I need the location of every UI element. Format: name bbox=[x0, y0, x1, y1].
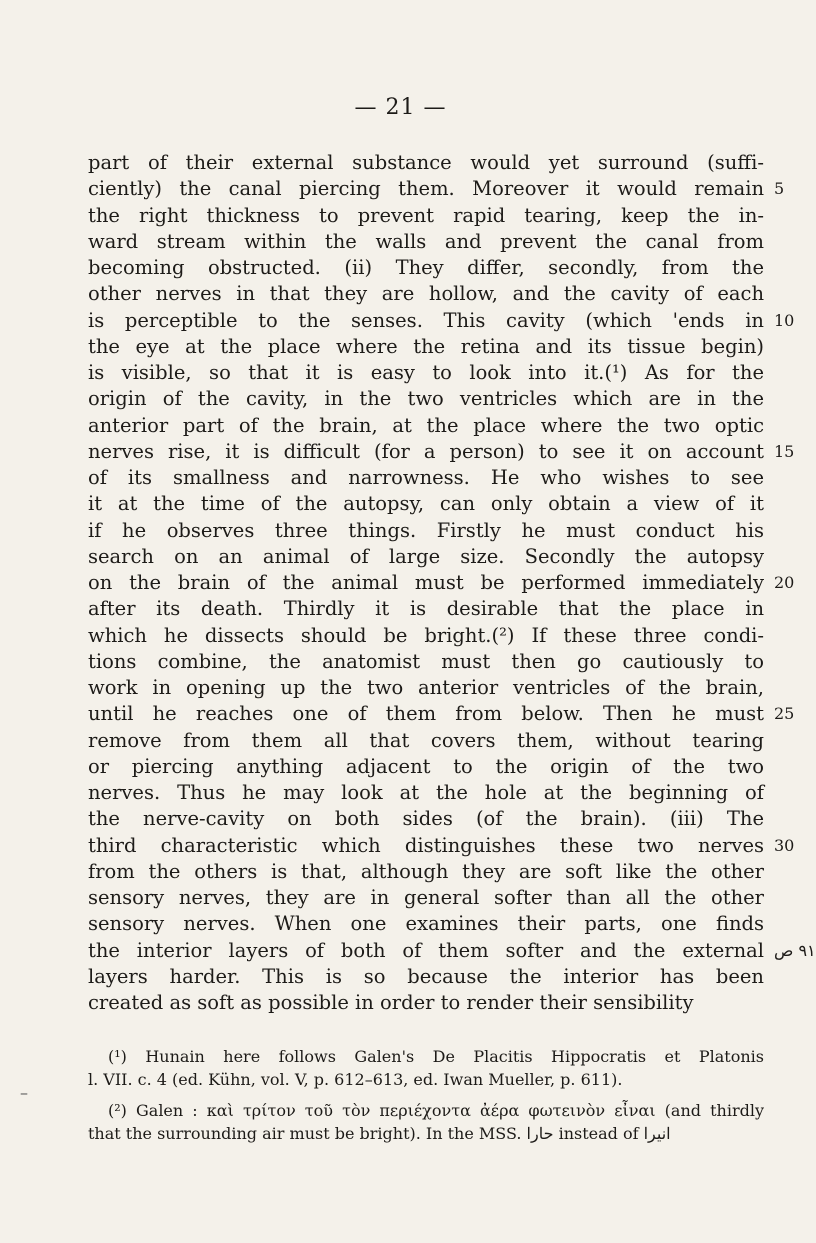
line-number: 15 bbox=[774, 441, 795, 461]
line-text: after its death. Thirdly it is desirable that the place in bbox=[88, 597, 764, 621]
text-line bbox=[88, 413, 764, 439]
text-line bbox=[88, 544, 764, 570]
line-text: work in opening up the two anterior ventricles of the brain, bbox=[88, 676, 764, 699]
text-line bbox=[88, 990, 764, 1016]
text-line bbox=[88, 754, 764, 780]
line-text: ward stream within the walls and prevent the canal from bbox=[88, 229, 764, 253]
text-line bbox=[88, 780, 764, 806]
footnote-line: that the surrounding air must be bright). In the MSS. حارا instead of انيرا bbox=[88, 1124, 671, 1143]
line-text: layers harder. This is so because the interior has been bbox=[88, 964, 764, 988]
text-line bbox=[88, 176, 785, 202]
line-text: or piercing anything adjacent to the origin of the two bbox=[88, 754, 764, 778]
text-line bbox=[88, 728, 764, 754]
body-text bbox=[88, 150, 816, 1016]
text-line bbox=[88, 701, 795, 727]
line-text: on the brain of the animal must be performed immediately bbox=[88, 571, 764, 594]
footnote-line: (²) Galen : καὶ τρίτον τοῦ τὸν περιέχοντα ἀέρα φωτεινὸν εἶναι (and thirdly bbox=[108, 1101, 764, 1120]
line-text: of its smallness and narrowness. He who wishes to see bbox=[88, 466, 764, 489]
line-text: it at the time of the autopsy, can only obtain a view of it bbox=[88, 492, 764, 516]
footnote-line: (¹) Hunain here follows Galen's De Placitis Hippocratis et Platonis bbox=[108, 1047, 764, 1066]
text-line bbox=[88, 675, 764, 701]
text-line bbox=[88, 308, 795, 334]
text-line bbox=[88, 885, 764, 911]
line-text: is visible, so that it is easy to look into it.(¹) As for the bbox=[88, 361, 764, 384]
text-line bbox=[88, 203, 764, 229]
text-line bbox=[88, 229, 764, 255]
text-line bbox=[88, 386, 764, 412]
text-line bbox=[88, 623, 764, 649]
text-line bbox=[88, 360, 764, 386]
line-text: the eye at the place where the retina and its tissue begin) bbox=[88, 334, 764, 358]
line-text: the interior layers of both of them softer and the external bbox=[88, 938, 764, 962]
text-line bbox=[88, 938, 816, 964]
text-line bbox=[88, 806, 764, 832]
text-line bbox=[88, 911, 764, 937]
footnotes bbox=[88, 1045, 764, 1145]
text-line bbox=[88, 281, 764, 307]
line-text: search on an animal of large size. Secondly the autopsy bbox=[88, 544, 764, 568]
line-text: ciently) the canal piercing them. Moreover it would remain bbox=[88, 177, 764, 201]
text-line bbox=[88, 649, 764, 675]
line-number: 10 bbox=[774, 310, 795, 330]
line-text: other nerves in that they are hollow, and the cavity of each bbox=[88, 282, 764, 306]
text-line bbox=[88, 570, 795, 596]
margin-mark: – bbox=[20, 1083, 28, 1102]
text-line bbox=[88, 964, 764, 990]
line-text: the nerve-cavity on both sides (of the brain). (iii) The bbox=[88, 807, 764, 831]
line-text: nerves. Thus he may look at the hole at the beginning of bbox=[88, 781, 764, 804]
text-line bbox=[88, 833, 795, 859]
line-text: until he reaches one of them from below. Then he must bbox=[88, 702, 764, 726]
line-number: ٩١ ص bbox=[774, 940, 816, 960]
page-number: — 21 — bbox=[354, 95, 447, 120]
line-number: 20 bbox=[774, 573, 795, 592]
line-text: third characteristic which distinguishes these two nerves bbox=[88, 833, 764, 857]
line-text: origin of the cavity, in the two ventricles which are in the bbox=[88, 387, 764, 411]
line-text: if he observes three things. Firstly he must conduct his bbox=[88, 518, 764, 542]
line-text: is perceptible to the senses. This cavity (which 'ends in bbox=[88, 308, 764, 332]
line-text: from the others is that, although they are soft like the other bbox=[88, 859, 764, 883]
text-line bbox=[88, 334, 764, 360]
line-number: 30 bbox=[774, 835, 795, 855]
line-text: part of their external substance would yet surround (suffi- bbox=[88, 151, 764, 174]
line-text: which he dissects should be bright.(²) If these three condi- bbox=[88, 623, 764, 647]
text-line bbox=[88, 255, 764, 281]
line-text: becoming obstructed. (ii) They differ, secondly, from the bbox=[88, 256, 764, 279]
line-number: 25 bbox=[774, 704, 795, 724]
text-line bbox=[88, 859, 764, 885]
text-line bbox=[88, 491, 764, 517]
footnote-line: l. VII. c. 4 (ed. Kühn, vol. V, p. 612–613, ed. Iwan Mueller, p. 611). bbox=[88, 1070, 623, 1089]
line-text: anterior part of the brain, at the place where the two optic bbox=[88, 413, 764, 437]
text-line bbox=[88, 439, 795, 465]
line-text: remove from them all that covers them, without tearing bbox=[88, 728, 764, 752]
text-line bbox=[88, 150, 764, 176]
text-line bbox=[88, 465, 764, 491]
text-line bbox=[88, 518, 764, 544]
line-text: nerves rise, it is difficult (for a person) to see it on account bbox=[88, 439, 764, 463]
line-text: the right thickness to prevent rapid tearing, keep the in- bbox=[88, 203, 764, 227]
line-text: sensory nerves, they are in general softer than all the other bbox=[88, 886, 764, 909]
line-text: tions combine, the anatomist must then go cautiously to bbox=[88, 649, 764, 673]
line-text: created as soft as possible in order to render their sensibility bbox=[88, 991, 694, 1014]
line-number: 5 bbox=[774, 179, 785, 199]
text-line bbox=[88, 596, 764, 622]
line-text: sensory nerves. When one examines their parts, one finds bbox=[88, 912, 764, 936]
